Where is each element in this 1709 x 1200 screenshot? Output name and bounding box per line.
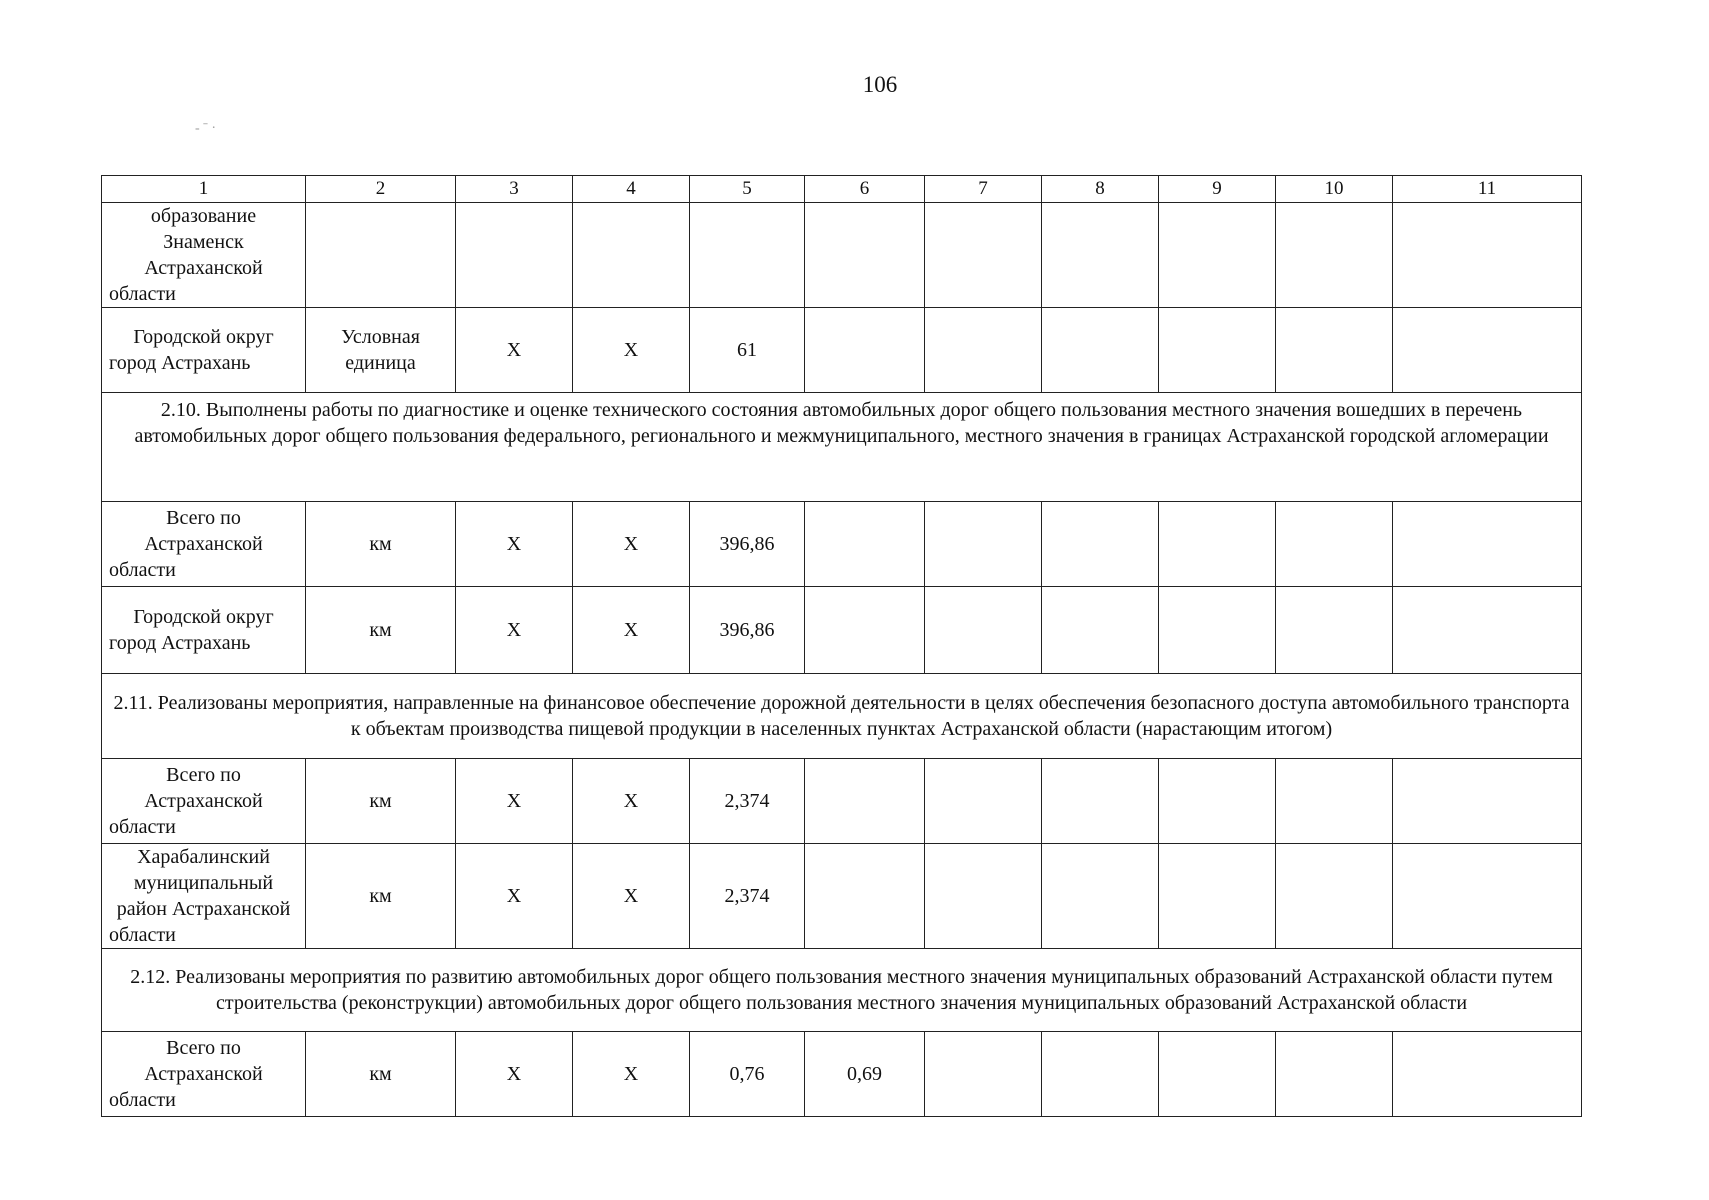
table-cell <box>1276 844 1393 949</box>
table-cell <box>1042 203 1159 308</box>
table-cell: X <box>573 502 690 587</box>
section-heading-row <box>102 949 1582 1032</box>
table-row <box>102 587 1582 674</box>
table-cell <box>805 502 925 587</box>
table-cell: X <box>573 587 690 674</box>
table-cell: X <box>456 502 573 587</box>
table-cell <box>925 587 1042 674</box>
column-number: 8 <box>1042 176 1159 203</box>
unit-cell: км <box>306 587 456 674</box>
table-cell: 61 <box>690 308 805 393</box>
table-cell: 396,86 <box>690 502 805 587</box>
section-title-2-12: 2.12. Реализованы мероприятия по развитию автомобильных дорог общего пользования местного значения муниципальных образований Астраханской области путем строительства (реконструкции) автомобильных дорог общего пользования местного значения муниципальных образований Астраханской области <box>102 949 1582 1032</box>
unit-cell: Условная единица <box>306 308 456 393</box>
table-row <box>102 502 1582 587</box>
table-cell <box>1042 759 1159 844</box>
table-cell: X <box>456 587 573 674</box>
table-cell: 396,86 <box>690 587 805 674</box>
table-cell: X <box>573 308 690 393</box>
table-cell <box>1393 1032 1582 1117</box>
unit-cell: км <box>306 759 456 844</box>
section-title-2-10: 2.10. Выполнены работы по диагностике и оценке технического состояния автомобильных дорог общего пользования местного значения вошедших в перечень автомобильных дорог общего пользования федерального, регионального и межмуниципального, местного значения в границах Астраханской городской агломерации <box>102 393 1582 502</box>
section-title-2-11: 2.11. Реализованы мероприятия, направленные на финансовое обеспечение дорожной деятельности в целях обеспечения безопасного доступа автомобильного транспорта к объектам производства пищевой продукции в населенных пунктах Астраханской области (нарастающим итогом) <box>102 674 1582 759</box>
table-cell <box>925 844 1042 949</box>
column-number: 10 <box>1276 176 1393 203</box>
territory-name-cell: образование Знаменск Астраханской области <box>102 203 306 308</box>
table-cell <box>925 502 1042 587</box>
column-number: 3 <box>456 176 573 203</box>
table-cell: 0,76 <box>690 1032 805 1117</box>
table-cell: 2,374 <box>690 844 805 949</box>
table-cell: X <box>456 844 573 949</box>
table-cell <box>1393 308 1582 393</box>
table-cell: X <box>573 844 690 949</box>
unit-cell: км <box>306 502 456 587</box>
table-cell <box>1393 844 1582 949</box>
table-row <box>102 844 1582 949</box>
column-number: 6 <box>805 176 925 203</box>
table-cell <box>805 203 925 308</box>
table-cell <box>925 308 1042 393</box>
table-cell <box>1159 203 1276 308</box>
column-number: 5 <box>690 176 805 203</box>
section-heading-row <box>102 674 1582 759</box>
territory-name-cell: Городской округ город Астрахань <box>102 587 306 674</box>
table-cell: X <box>573 1032 690 1117</box>
unit-cell <box>306 203 456 308</box>
table-cell: X <box>456 759 573 844</box>
table-cell <box>1159 844 1276 949</box>
table-cell <box>805 587 925 674</box>
column-number: 7 <box>925 176 1042 203</box>
table-cell <box>1276 502 1393 587</box>
table-cell: X <box>456 1032 573 1117</box>
table-cell <box>1042 587 1159 674</box>
table-cell <box>1276 759 1393 844</box>
column-number: 4 <box>573 176 690 203</box>
table-cell <box>1042 844 1159 949</box>
table-cell <box>1276 203 1393 308</box>
table-cell: 0,69 <box>805 1032 925 1117</box>
table-row <box>102 1032 1582 1117</box>
scan-marks: - ˉ · <box>195 121 216 136</box>
table-cell: 2,374 <box>690 759 805 844</box>
territory-name-cell: Харабалинский муниципальный район Астраханской области <box>102 844 306 949</box>
table-cell: X <box>456 308 573 393</box>
table-cell <box>805 308 925 393</box>
unit-cell: км <box>306 844 456 949</box>
table-cell <box>1276 308 1393 393</box>
column-number: 2 <box>306 176 456 203</box>
table-cell <box>1042 502 1159 587</box>
table-cell <box>1042 308 1159 393</box>
territory-name-cell: Всего по Астраханской области <box>102 502 306 587</box>
table-cell <box>1393 759 1582 844</box>
table-cell <box>1276 1032 1393 1117</box>
table-row <box>102 203 1582 308</box>
unit-cell: км <box>306 1032 456 1117</box>
table-cell <box>1276 587 1393 674</box>
table-cell <box>805 844 925 949</box>
column-number-row <box>102 176 1582 203</box>
table-row <box>102 759 1582 844</box>
territory-name-cell: Городской округ город Астрахань <box>102 308 306 393</box>
table-cell <box>1159 759 1276 844</box>
table-cell <box>1393 203 1582 308</box>
table-cell: X <box>573 759 690 844</box>
column-number: 9 <box>1159 176 1276 203</box>
table-cell <box>456 203 573 308</box>
page-number: 106 <box>862 72 898 97</box>
table-cell <box>925 1032 1042 1117</box>
section-heading-row <box>102 393 1582 502</box>
territory-name-cell: Всего по Астраханской области <box>102 759 306 844</box>
table-cell <box>925 759 1042 844</box>
table-cell <box>805 759 925 844</box>
column-number: 11 <box>1393 176 1582 203</box>
table-cell <box>1159 308 1276 393</box>
territory-name-cell: Всего по Астраханской области <box>102 1032 306 1117</box>
table-cell <box>1393 502 1582 587</box>
table-row <box>102 308 1582 393</box>
table-cell <box>573 203 690 308</box>
table-cell <box>1042 1032 1159 1117</box>
table-cell <box>1393 587 1582 674</box>
column-number: 1 <box>102 176 306 203</box>
report-table <box>101 175 1582 1117</box>
table-cell <box>1159 502 1276 587</box>
table-cell <box>1159 1032 1276 1117</box>
table-cell <box>690 203 805 308</box>
table-cell <box>925 203 1042 308</box>
table-cell <box>1159 587 1276 674</box>
